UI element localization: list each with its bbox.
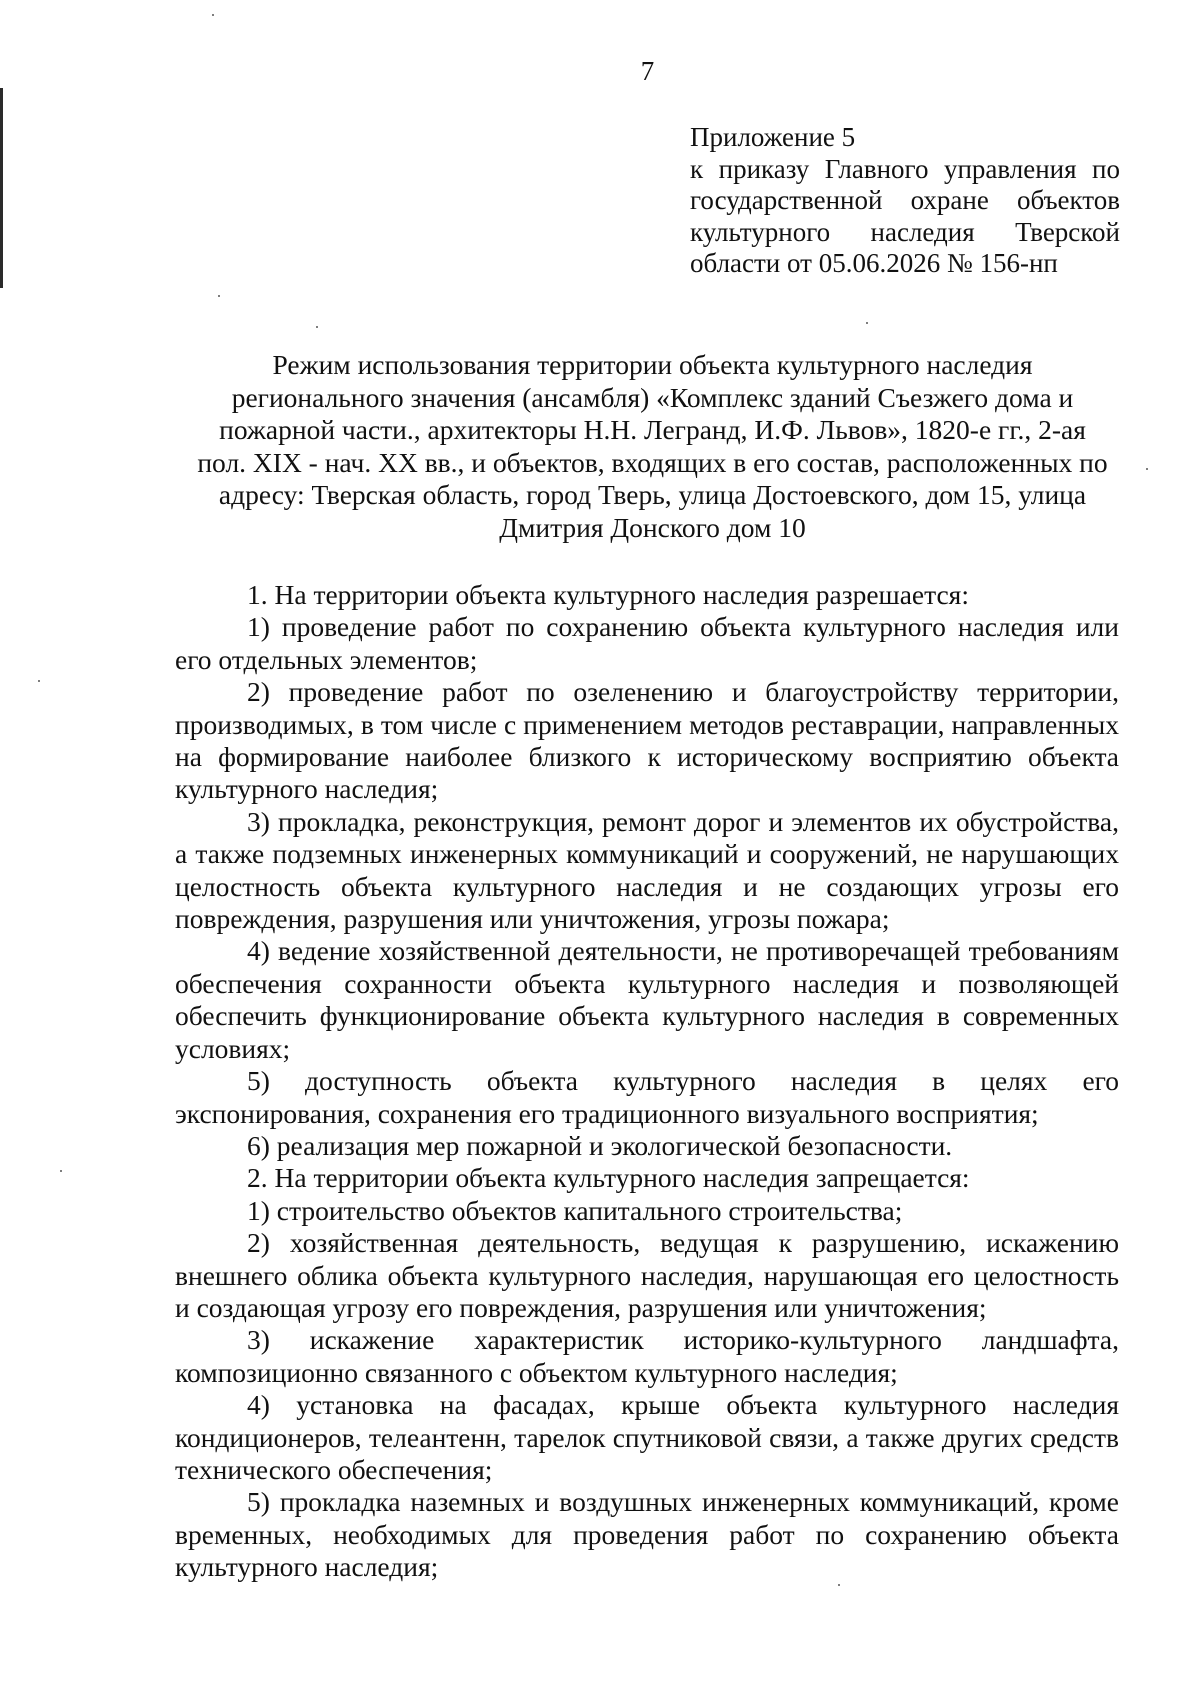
appendix-line: государственной охране объектов — [690, 185, 1120, 215]
scan-speck — [866, 322, 868, 324]
appendix-header — [690, 122, 1120, 280]
scan-speck — [316, 326, 318, 328]
list-item: 2) проведение работ по озеленению и благоустройству территории, производимых, в том числе с применением методов реставрации, направленных на формирование наиболее близкого к историческому восприятию объекта культурного наследия; — [175, 676, 1119, 805]
list-item: 1) проведение работ по сохранению объекта культурного наследия или его отдельных элементов; — [175, 611, 1119, 675]
title-line: Режим использования территории объекта культурного наследия — [272, 349, 1033, 380]
scan-speck — [38, 680, 40, 682]
appendix-title: Приложение 5 — [690, 122, 856, 152]
title-line: адресу: Тверская область, город Тверь, улица Достоевского, дом 15, улица — [218, 479, 1087, 510]
scan-speck — [218, 295, 220, 297]
list-item: 5) доступность объекта культурного наследия в целях его экспонирования, сохранения его традиционного визуального восприятия; — [175, 1065, 1119, 1129]
list-item: 3) искажение характеристик историко-культурного ландшафта, композиционно связанного с объектом культурного наследия; — [175, 1324, 1119, 1388]
list-item: 3) прокладка, реконструкция, ремонт дорог и элементов их обустройства, а также подземных инженерных коммуникаций и сооружений, не нарушающих целостность объекта культурного наследия и не создающих угрозы его повреждения, разрушения или уничтожения, угрозы пожара; — [175, 805, 1119, 935]
title-line: Дмитрия Донского дом 10 — [499, 511, 806, 543]
scan-speck — [1146, 468, 1148, 470]
list-item: 5) прокладка наземных и воздушных инженерных коммуникаций, кроме временных, необходимых для проведения работ по сохранению объекта культурного наследия; — [175, 1486, 1119, 1583]
title-line: пол. XIX - нач. XX вв., и объектов, входящих в его состав, расположенных по — [197, 446, 1108, 478]
list-item: 6) реализация мер пожарной и экологической безопасности. — [247, 1129, 953, 1161]
list-item: 2) хозяйственная деятельность, ведущая к разрушению, искажению внешнего облика объекта культурного наследия, нарушающая его целостность и создающая угрозу его повреждения, разрушения или уничтожения; — [175, 1227, 1119, 1323]
section-heading-prohibited: 2. На территории объекта культурного наследия запрещается: — [247, 1162, 970, 1194]
document-body — [175, 579, 1119, 1584]
list-item: 4) установка на фасадах, крыше объекта культурного наследия кондиционеров, телеантенн, тарелок спутниковой связи, а также других средств технического обеспечения; — [175, 1389, 1119, 1485]
scan-speck — [60, 1170, 62, 1172]
section-heading-permitted: 1. На территории объекта культурного наследия разрешается: — [247, 579, 969, 610]
scan-speck — [212, 14, 214, 16]
title-line: регионального значения (ансамбля) «Комплекс зданий Съезжего дома и — [231, 381, 1074, 413]
title-line: пожарной части., архитекторы Н.Н. Легранд, И.Ф. Львов», 1820-е гг., 2-ая — [219, 414, 1086, 445]
scan-edge-mark — [0, 88, 3, 288]
document-title — [175, 349, 1130, 544]
scan-speck — [838, 1584, 840, 1586]
appendix-line: культурного наследия Тверской — [690, 216, 1120, 247]
list-item: 1) строительство объектов капитального строительства; — [247, 1194, 903, 1226]
list-item: 4) ведение хозяйственной деятельности, не противоречащей требованиям обеспечения сохранности объекта культурного наследия и позволяющей обеспечить функционирование объекта культурного наследия в современных условиях; — [175, 935, 1119, 1064]
page-number: 7 — [640, 56, 655, 86]
appendix-line: к приказу Главного управления по — [690, 153, 1120, 184]
appendix-line: области от 05.06.2026 № 156-нп — [690, 248, 1058, 278]
